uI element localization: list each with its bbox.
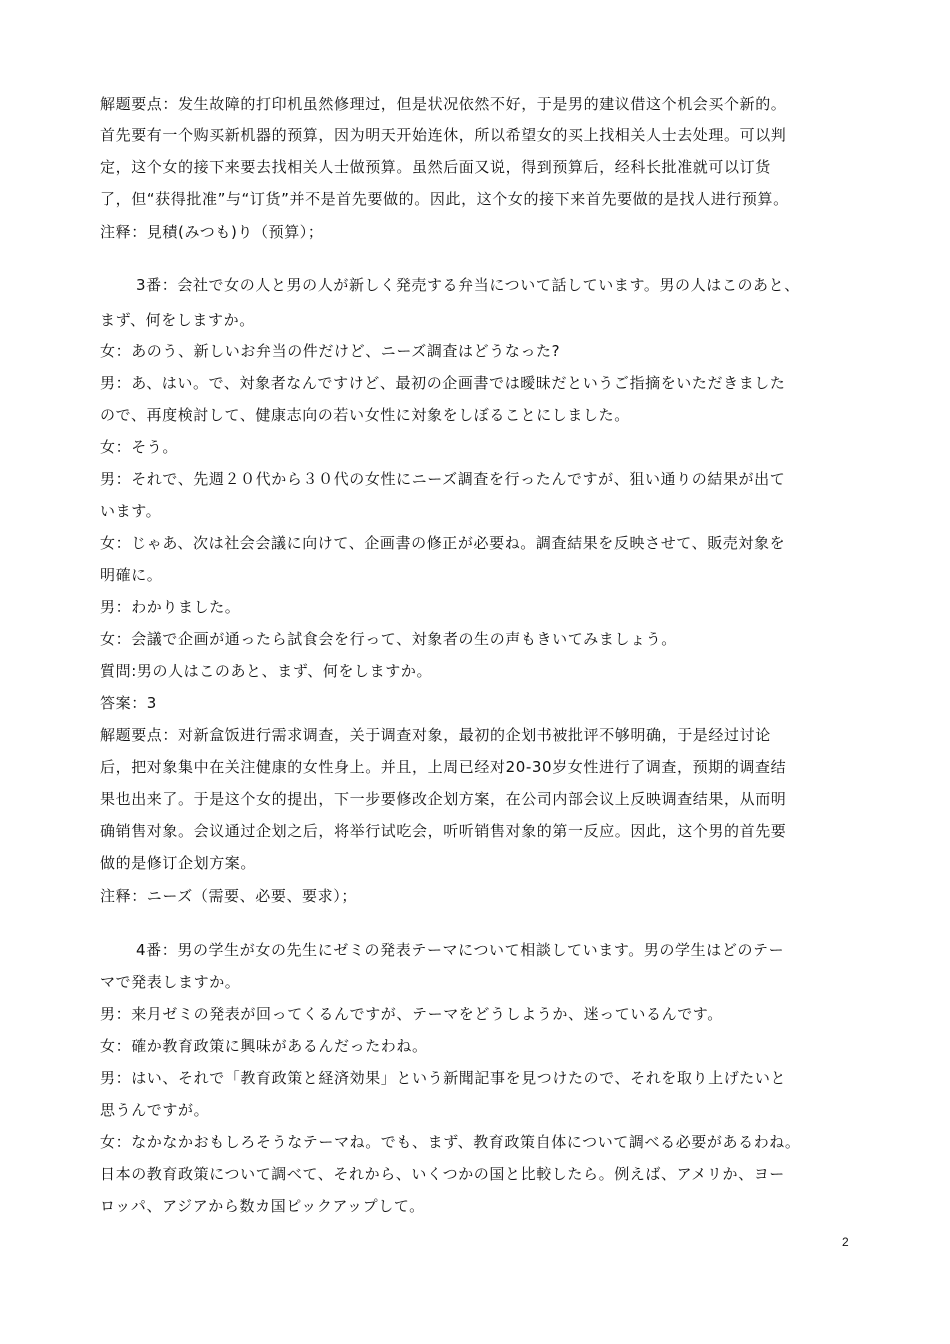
analysis-line: 果也出来了。于是这个女的提出，下一步要修改企划方案，在公司内部会议上反映调查结果，从而明 (100, 790, 787, 808)
analysis-line: 解题要点：对新盒饭进行需求调查，关于调查对象，最初的企划书被批评不够明确，于是经过讨论 (100, 726, 771, 744)
dialogue-line: 思うんですが。 (100, 1101, 210, 1119)
dialogue-line: 男：あ、はい。で、対象者なんですけど、最初の企画書では曖昧だというご指摘をいただきました (100, 374, 786, 392)
dialogue-line: 男：わかりました。 (100, 598, 241, 616)
dialogue-line: 女：そう。 (100, 438, 179, 456)
dialogue-line: 男：はい、それで「教育政策と経済効果」という新聞記事を見つけたので、それを取り上げたいと (100, 1069, 787, 1087)
question-heading-continued: まず、何をしますか。 (100, 311, 255, 329)
annotation-line: 注释：ニーズ（需要、必要、要求）； (100, 887, 357, 905)
dialogue-line: 女：会議で企画が通ったら試食会を行って、対象者の生の声もきいてみましょう。 (100, 630, 677, 648)
dialogue-line: 女：確か教育政策に興味があるんだったわね。 (100, 1037, 428, 1055)
annotation-line: 注释：見積(みつも)り（预算）； (100, 223, 324, 241)
analysis-line: 确销售对象。会议通过企划之后，将举行试吃会，听听销售对象的第一反应。因此，这个男的首先要 (100, 822, 787, 840)
dialogue-line: 男：それで、先週２０代から３０代の女性にニーズ調査を行ったんですが、狙い通りの結果が出て (100, 470, 786, 488)
question-heading: 3番：会社で女の人と男の人が新しく発売する弁当について話しています。男の人はこのあと、 (136, 276, 800, 294)
question-heading-continued: マで発表しますか。 (100, 973, 241, 991)
analysis-line: 做的是修订企划方案。 (100, 854, 257, 872)
question-heading: 4番：男の学生が女の先生にゼミの発表テーマについて相談しています。男の学生はどのテー (136, 941, 785, 959)
dialogue-line: 明確に。 (100, 566, 163, 584)
dialogue-line: ので、再度検討して、健康志向の若い女性に対象をしぼることにしました。 (100, 406, 630, 424)
answer-line: 答案：3 (100, 694, 157, 712)
dialogue-line: 日本の教育政策について調べて、それから、いくつかの国と比較したら。例えば、アメリか、ヨー (100, 1165, 785, 1183)
analysis-line: 后，把对象集中在关注健康的女性身上。并且，上周已经对20-30岁女性进行了调查，预期的调查结 (100, 758, 787, 776)
analysis-line: 了，但“获得批准”与“订货”并不是首先要做的。因此，这个女的接下来首先要做的是找人进行预算。 (100, 190, 789, 208)
dialogue-line: 男：来月ゼミの発表が回ってくるんですが、テーマをどうしようか、迷っているんです。 (100, 1005, 723, 1023)
dialogue-line: います。 (100, 502, 162, 520)
analysis-line: 定，这个女的接下来要去找相关人士做预算。虽然后面又说，得到预算后，经科长批准就可以订货 (100, 158, 771, 176)
question-line: 質問:男の人はこのあと、まず、何をしますか。 (100, 662, 433, 680)
dialogue-line: 女：じゃあ、次は社会会議に向けて、企画書の修正が必要ね。調査結果を反映させて、販売対象を (100, 534, 786, 552)
dialogue-line: ロッパ、アジアから数カ国ピックアップして。 (100, 1197, 425, 1215)
analysis-line: 首先要有一个购买新机器的预算，因为明天开始连休，所以希望女的买上找相关人士去处理。可以判 (100, 126, 787, 144)
dialogue-line: 女：なかなかおもしろそうなテーマね。でも、まず、教育政策自体について調べる必要があるわね。 (100, 1133, 801, 1151)
analysis-line: 解题要点：发生故障的打印机虽然修理过，但是状况依然不好，于是男的建议借这个机会买个新的。 (100, 95, 787, 113)
page-number: 2 (842, 1235, 849, 1249)
dialogue-line: 女：あのう、新しいお弁当の件だけど、ニーズ調査はどうなった? (100, 342, 561, 360)
